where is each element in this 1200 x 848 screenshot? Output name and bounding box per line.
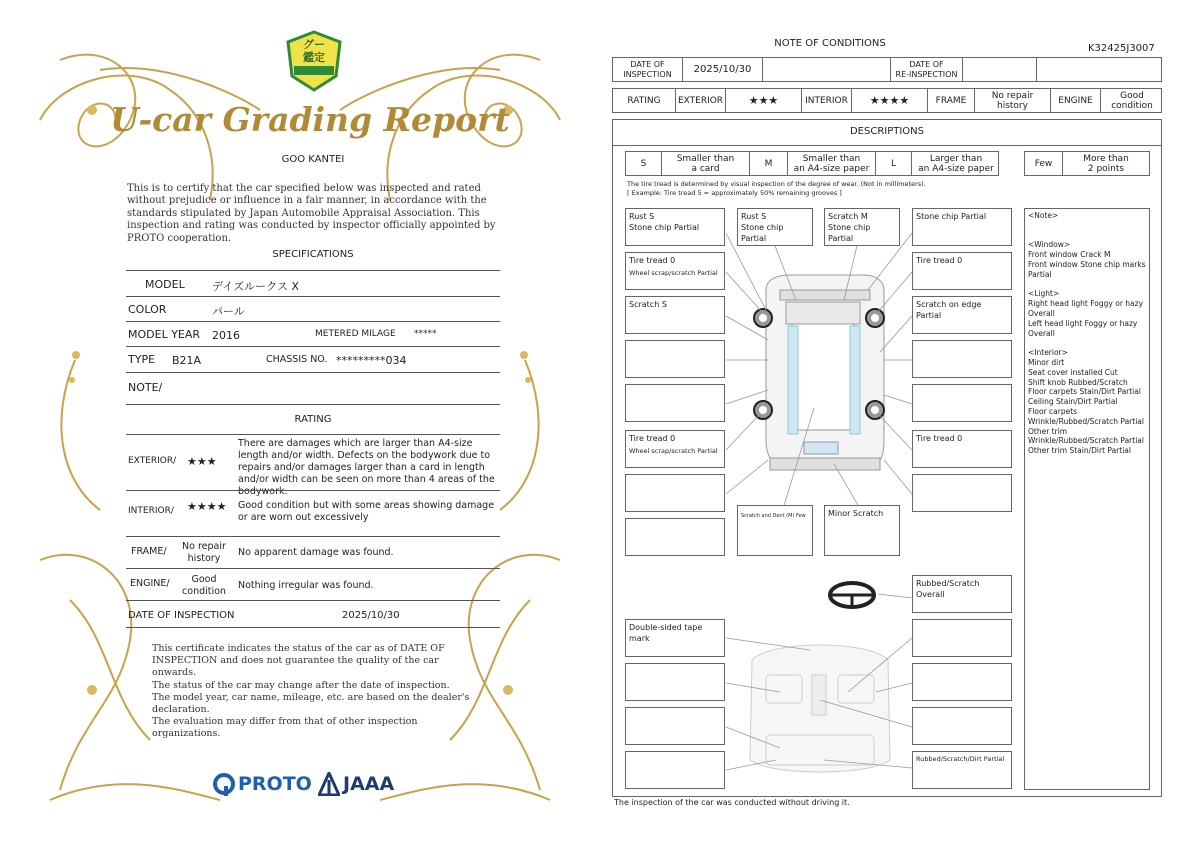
condition-box-left-rear-door xyxy=(625,384,725,422)
frame-value: No repair history xyxy=(975,89,1051,112)
interior-description: Good condition but with some areas showing damage or are worn out excessively xyxy=(238,500,495,523)
goo-kantei-badge xyxy=(286,30,342,92)
condition-box-interior-left-1 xyxy=(625,663,725,701)
legend-s: S xyxy=(626,152,662,175)
condition-box-front-right: Stone chip Partial xyxy=(912,208,1012,246)
legend-l: L xyxy=(876,152,912,175)
condition-box-left-rear-tire xyxy=(625,430,725,468)
tire-tread-text: Tire tread 0 xyxy=(629,256,676,265)
legend-few: Few xyxy=(1025,152,1063,175)
date-reinspection-label: DATE OF RE-INSPECTION xyxy=(891,58,963,81)
steering-wheel-icon xyxy=(830,583,874,607)
legend-l-desc: Larger than an A4-size paper xyxy=(918,153,994,174)
model-value: デイズルークス X xyxy=(212,280,300,293)
frame-label: FRAME xyxy=(928,89,975,112)
engine-value: Good condition xyxy=(182,574,226,597)
date-of-inspection-label: DATE OF INSPECTION xyxy=(128,610,235,621)
condition-box-front-left: Rust S Stone chip Partial xyxy=(625,208,725,246)
color-label: COLOR xyxy=(128,303,167,316)
frame-value: No repair history xyxy=(182,541,226,564)
exterior-label: EXTERIOR xyxy=(676,89,726,112)
condition-box-right-rear-door xyxy=(912,384,1012,422)
tire-tread-text: Tire tread 0 xyxy=(629,434,676,443)
condition-box-front-left-center: Rust S Stone chip Partial xyxy=(737,208,813,246)
chassis-value: *********034 xyxy=(336,354,407,367)
wheel-scrap-text: Wheel scrap/scratch Partial xyxy=(629,447,718,455)
report-subtitle: GOO KANTEI xyxy=(281,154,345,165)
type-label: TYPE xyxy=(128,353,156,366)
exterior-stars: ★★★ xyxy=(726,89,802,112)
type-value: B21A xyxy=(172,354,202,367)
legend-m: M xyxy=(750,152,788,175)
legend-few-desc: More than 2 points xyxy=(1083,153,1129,174)
condition-box-interior-right-2 xyxy=(912,663,1012,701)
interior-stars: ★★★★ xyxy=(852,89,928,112)
interior-label: INTERIOR/ xyxy=(128,506,174,516)
date-inspection-label: DATE OF INSPECTION xyxy=(613,58,683,81)
condition-box-right-front-door: Scratch on edge Partial xyxy=(912,296,1012,334)
color-value: パール xyxy=(212,305,245,318)
certificate-footer: This certificate indicates the status of the car as of DATE OF INSPECTION and does not guarantee the quality of the car onwards. The status of the car may change after the date of inspection. The model year, car name, mileage, etc. are based on the dealer's declaration. The evaluation may differ from that of other inspection organizations. xyxy=(152,643,470,740)
model-year-value: 2016 xyxy=(212,329,240,342)
badge-text: グー 鑑定 xyxy=(303,38,325,64)
descriptions-heading: DESCRIPTIONS xyxy=(849,126,925,137)
exterior-description: There are damages which are larger than A4-size length and/or width. Defects on the bodywork due to repairs and/or damages larger than a card in length and/or width can be seen on more than 4 areas of the bodywork. xyxy=(238,438,495,497)
mileage-label: METERED MILAGE xyxy=(315,329,396,339)
reference-number: K32425J3007 xyxy=(1088,43,1155,54)
intro-text: This is to certify that the car specified below was inspected and rated without prejudice or influence in a fair manner, in accordance with the standards stipulated by Japan Automobile Appraisal Association. This inspection and rating was conducted by inspector officially appointed by PROTO cooperation. xyxy=(127,183,496,244)
frame-label: FRAME/ xyxy=(131,546,167,557)
engine-value: Good condition xyxy=(1111,90,1153,111)
note-label: NOTE/ xyxy=(128,381,163,394)
condition-box-left-rear xyxy=(625,474,725,512)
jaaa-logo xyxy=(318,772,394,796)
date-of-inspection-value: 2025/10/30 xyxy=(342,610,400,621)
condition-box-rear-gate: Minor Scratch xyxy=(824,505,900,556)
condition-box-right-mid xyxy=(912,340,1012,378)
proto-logo-text: PROTO xyxy=(238,773,312,795)
tire-tread-note: The tire tread is determined by visual inspection of the degree of wear. (Not in millimeters). [ Example: Tire tread 5 = approximately 50% remaining grooves ] xyxy=(627,180,926,197)
interior-label: INTERIOR xyxy=(802,89,852,112)
notes-text: <Note> <Window> Front window Crack M Front window Stone chip marks Partial <Light> Right head light Foggy or hazy Overall Left head light Foggy or hazy Overall <Interior> Minor dirt Seat cover installed Cut Shift knob Rubbed/Scratch Floor carpets Stain/Dirt Partial Ceiling Stain/Dirt Partial Floor carpets Wrinkle/Rubbed/Scratch Partial Other trim Wrinkle/Rubbed/Scratch Partial Other trim Stain/Dirt Partial xyxy=(1028,211,1146,456)
note-of-conditions xyxy=(600,0,1200,848)
condition-box-interior-left-2 xyxy=(625,707,725,745)
proto-logo xyxy=(212,772,312,796)
engine-label: ENGINE xyxy=(1051,89,1101,112)
exterior-label: EXTERIOR/ xyxy=(128,456,177,466)
interior-stars: ★★★★ xyxy=(187,500,227,513)
exterior-stars: ★★★ xyxy=(187,455,217,468)
engine-label: ENGINE/ xyxy=(130,578,170,589)
condition-box-right-rear-tire: Tire tread 0 xyxy=(912,430,1012,468)
legend-m-desc: Smaller than an A4-size paper xyxy=(788,152,876,175)
condition-box-dashboard: Double-sided tape mark xyxy=(625,619,725,657)
condition-box-steering: Rubbed/Scratch Overall xyxy=(912,575,1012,613)
engine-description: Nothing irregular was found. xyxy=(238,580,374,591)
condition-box-rear-bumper: Scratch and Dent (M) Few xyxy=(737,505,813,556)
condition-box-interior-right-3 xyxy=(912,707,1012,745)
condition-box-left-mid xyxy=(625,340,725,378)
jaaa-logo-mark xyxy=(318,772,340,796)
mileage-value: ***** xyxy=(414,329,437,339)
frame-description: No apparent damage was found. xyxy=(238,547,394,558)
condition-box-right-front-tire: Tire tread 0 xyxy=(912,252,1012,290)
condition-box-right-rear xyxy=(912,474,1012,512)
wheel-scrap-text: Wheel scrap/scratch Partial xyxy=(629,269,718,277)
condition-box-interior-right-1 xyxy=(912,619,1012,657)
chassis-label: CHASSIS NO. xyxy=(266,354,328,365)
notes-panel xyxy=(1024,208,1150,790)
condition-box-interior-right-4: Rubbed/Scratch/Dirt Partial xyxy=(912,751,1012,789)
model-year-label: MODEL YEAR xyxy=(128,328,201,341)
condition-box-left-front-door: Scratch S xyxy=(625,296,725,334)
condition-box-rear-left xyxy=(625,518,725,556)
condition-box-front-right-center: Scratch M Stone chip Partial xyxy=(824,208,900,246)
date-inspection-value: 2025/10/30 xyxy=(683,58,763,81)
rating-label: RATING xyxy=(613,89,676,112)
rating-heading: RATING xyxy=(294,414,332,425)
conditions-footer: The inspection of the car was conducted without driving it. xyxy=(614,798,850,807)
legend-s-desc: Smaller than a card xyxy=(662,152,750,175)
conditions-title: NOTE OF CONDITIONS xyxy=(774,38,886,49)
proto-logo-mark xyxy=(212,772,236,796)
condition-box-left-front-tire xyxy=(625,252,725,290)
condition-box-interior-left-3 xyxy=(625,751,725,789)
model-label: MODEL xyxy=(145,278,185,291)
jaaa-logo-text: JAAA xyxy=(343,773,395,795)
spec-heading: SPECIFICATIONS xyxy=(272,249,354,260)
report-title: U-car Grading Report xyxy=(110,100,510,139)
